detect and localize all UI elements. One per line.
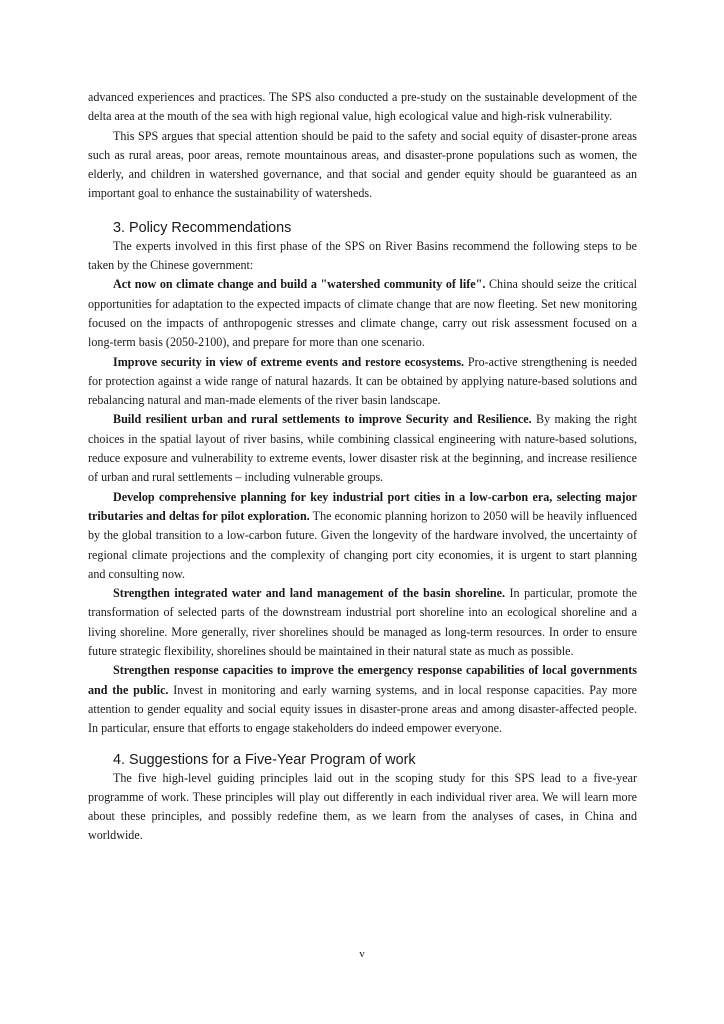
recommendation-4-text: The economic planning horizon to 2050 will be heavily influenced by the global transition to a low-carbon future. Given the longevity of the hardware involved, the uncertainty of regional climate projections and the complexity of changing port city economies, it is urgent to start planning and consulting now. (88, 508, 637, 581)
page-number: v (359, 948, 365, 960)
recommendation-4-title: Develop comprehensive planning for key industrial port cities in a low-carbon era, selecting major tributaries and deltas for pilot exploration. (88, 489, 637, 523)
recommendation-2 (88, 353, 637, 411)
recommendation-4 (88, 488, 637, 584)
recommendation-3-text: By making the right choices in the spatial layout of river basins, while combining classical engineering with nature-based solutions, reduce exposure and vulnerability to extreme events, lower disaster risk at the beginning, and increase resilience of urban and rural settlements – including vulnerable groups. (88, 412, 637, 485)
section-3-heading: 3. Policy Recommendations (113, 219, 292, 236)
recommendation-3 (88, 410, 637, 487)
page-content (88, 88, 637, 846)
recommendation-2-title: Improve security in view of extreme events and restore ecosystems. (113, 354, 465, 369)
recommendation-5 (88, 584, 637, 661)
section-4-heading: 4. Suggestions for a Five-Year Program of work (113, 751, 416, 768)
intro-paragraph-2: This SPS argues that special attention should be paid to the safety and social equity of disaster-prone areas such as rural areas, poor areas, remote mountainous areas, and disaster-prone populations such as women, the elderly, and children in watershed governance, and that social and gender equity should be guaranteed as an important goal to enhance the sustainability of watersheds. (88, 128, 637, 201)
recommendation-6-text: Invest in monitoring and early warning systems, and in local response capacities. Pay more attention to gender equality and social equity issues in disaster-prone areas and among disaster-affected people. In particular, ensure that efforts to engage stakeholders do indeed empower everyone. (88, 682, 637, 736)
recommendation-1-text: China should seize the critical opportunities for adaptation to the expected impacts of climate change that are now fleeting. Set new monitoring focused on the impacts of anthropogenic stresses and climate change, carry out risk assessment focused on a long-term basis (2050-2100), and prepare for more than one scenario. (88, 277, 637, 350)
recommendation-3-title: Build resilient urban and rural settlements to improve Security and Resilience. (113, 412, 532, 427)
recommendation-5-title: Strengthen integrated water and land management of the basin shoreline. (113, 586, 506, 601)
recommendation-6-title: Strengthen response capacities to improve the emergency response capabilities of local governments and the public. (88, 663, 637, 697)
intro-paragraph-1: advanced experiences and practices. The SPS also conducted a pre-study on the sustainable development of the delta area at the mouth of the sea with high regional value, high ecological value and high-risk vulnerability. (88, 90, 637, 124)
section-4-paragraph: The five high-level guiding principles laid out in the scoping study for this SPS lead to a five-year programme of work. These principles will play out differently in each individual river area. We will learn more about these principles, and possibly redefine them, as we learn from the analyses of cases, in China and worldwide. (88, 770, 637, 843)
recommendation-5-text: In particular, promote the transformation of selected parts of the downstream industrial port shoreline into an ecological shoreline and a living shoreline. More generally, river shorelines should be managed as long-term resources. In order to ensure future strategic flexibility, shorelines should be maintained in their natural state as much as possible. (88, 586, 637, 659)
recommendation-1-title: Act now on climate change and build a "watershed community of life". (113, 277, 486, 292)
recommendation-6 (88, 661, 637, 738)
recommendation-2-text: Pro-active strengthening is needed for protection against a wide range of natural hazards. It can be obtained by applying nature-based solutions and rebalancing natural and man-made elements of the river basin landscape. (88, 354, 637, 408)
recommendation-1 (88, 275, 637, 352)
section-3-intro: The experts involved in this first phase of the SPS on River Basins recommend the following steps to be taken by the Chinese government: (88, 238, 637, 273)
